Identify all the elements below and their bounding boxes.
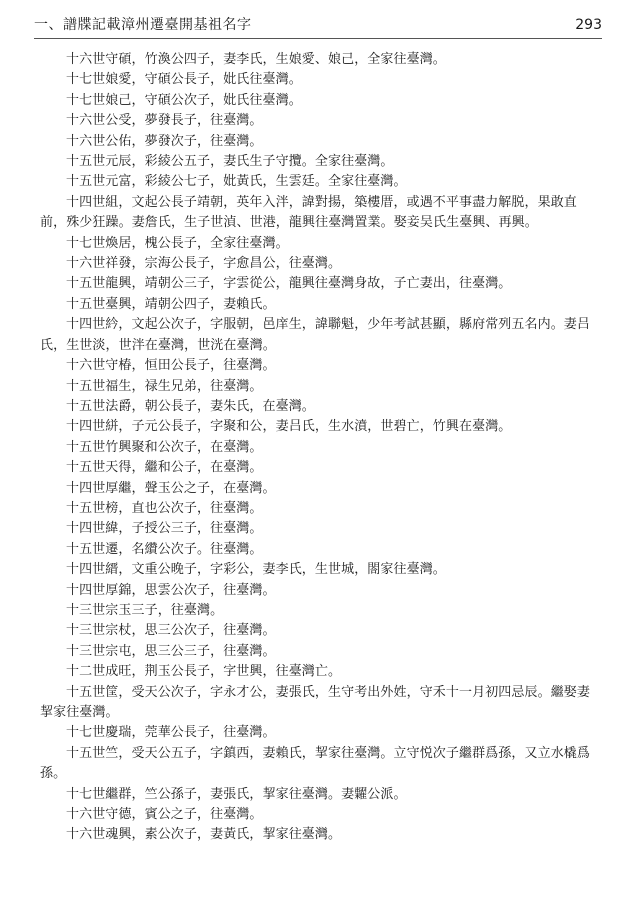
genealogy-entry: 十三世宗玉三子，往臺灣。 (66, 602, 224, 618)
header-title: 一、譜牒記載漳州遷臺開基祖名字 (34, 17, 252, 33)
genealogy-entry: 十六世公佑，夢發次子，往臺灣。 (66, 133, 263, 149)
genealogy-entry: 十六世魂興，素公次子，妻黃氏，挈家往臺灣。 (66, 827, 342, 843)
genealogy-entry: 十五世竺，受天公五子，字鎮西，妻賴氏，挈家往臺灣。立守悦次子繼群爲孫，又立水橇爲孫。 (40, 745, 591, 782)
genealogy-entry: 十四世組，文起公長子靖朝，英年入泮，諱對揚，築樓厝，或遇不平事盡力解脱，果敢直前，殊少狂躁。妻詹氏，生子世湞、世港，龍興往臺灣置業。娶妾吴氏生臺興、再興。 (40, 194, 577, 231)
genealogy-entry: 十五世元辰，彩綾公五子，妻氏生子守攬。全家往臺灣。 (66, 154, 394, 170)
genealogy-entry: 十三世宗屯，思三公三子，往臺灣。 (66, 643, 276, 659)
genealogy-entry: 十四世緯，子授公三子，往臺灣。 (66, 521, 263, 537)
genealogy-entry: 十四世厚錦，思雲公次子，往臺灣。 (66, 582, 276, 598)
genealogy-entry: 十二世成旺，荆玉公長子，字世興，往臺灣亡。 (66, 664, 342, 680)
page-number: 293 (575, 17, 602, 33)
genealogy-entry: 十三世宗杖，思三公次子，往臺灣。 (66, 623, 276, 639)
genealogy-entry: 十六世守碩，竹渙公四子，妻李氏，生娘愛、娘己，全家往臺灣。 (66, 52, 446, 67)
genealogy-entry: 十七世慶瑞，莞華公長子，往臺灣。 (66, 725, 276, 741)
genealogy-entry: 十四世絣，子元公長子，字聚和公，妻吕氏，生水濆，世碧亡，竹興在臺灣。 (66, 419, 512, 435)
genealogy-entry: 十六世祥發，宗海公長子，字愈昌公，往臺灣。 (66, 256, 342, 272)
genealogy-entry: 十五世天得，繼和公子，在臺灣。 (66, 460, 263, 476)
genealogy-entry: 十七世娘愛，守碩公長子，妣氏往臺灣。 (66, 72, 302, 88)
genealogy-entry: 十四世縉，文重公晚子，字彩公，妻李氏，生世城，閤家往臺灣。 (66, 562, 446, 578)
genealogy-entry: 十五世福生，禄生兄弟，往臺灣。 (66, 378, 263, 394)
genealogy-entry: 十五世臺興，靖朝公四子，妻賴氏。 (66, 296, 276, 312)
genealogy-entry: 十五世竹興聚和公次子，在臺灣。 (66, 439, 263, 455)
genealogy-entry: 十五世遷，名纘公次子。往臺灣。 (66, 541, 263, 557)
genealogy-entry: 十五世榜，直也公次子，往臺灣。 (66, 500, 263, 516)
running-header (34, 14, 602, 39)
genealogy-entry: 十七世煥居，槐公長子，全家往臺灣。 (66, 235, 289, 251)
genealogy-entry: 十七世繼群，竺公孫子，妻張氏，挈家往臺灣。妻糶公派。 (66, 786, 407, 802)
genealogy-entry: 十六世守椿，恒田公長子，往臺灣。 (66, 358, 276, 374)
genealogy-entry: 十六世守德，賓公之子，往臺灣。 (66, 807, 263, 823)
entry-list (40, 50, 598, 846)
genealogy-entry: 十七世娘己，守碩公次子，妣氏往臺灣。 (66, 92, 302, 108)
genealogy-entry: 十五世法爵，朝公長子，妻朱氏，在臺灣。 (66, 398, 315, 414)
genealogy-entry: 十五世筐，受天公次子，字永才公，妻張氏，生守考出外姓，守禾十一月初四忌辰。繼娶妻挈家往臺灣。 (40, 684, 591, 720)
genealogy-entry: 十四世厚繼，聲玉公之子，在臺灣。 (66, 480, 276, 496)
genealogy-entry: 十五世龍興，靖朝公三子，字雲從公，龍興往臺灣身故，子亡妻出，往臺灣。 (66, 276, 512, 292)
genealogy-entry: 十四世紟，文起公次子，字服朝，邑庠生，諱聯魁，少年考試甚顯，縣府常列五名内。妻吕氏，生世淡，世泮在臺灣，世洸在臺灣。 (40, 317, 591, 353)
genealogy-entry: 十五世元富，彩綾公七子，妣黃氏，生雲廷。全家往臺灣。 (66, 174, 407, 190)
genealogy-entry: 十六世公受，夢發長子，往臺灣。 (66, 113, 263, 129)
